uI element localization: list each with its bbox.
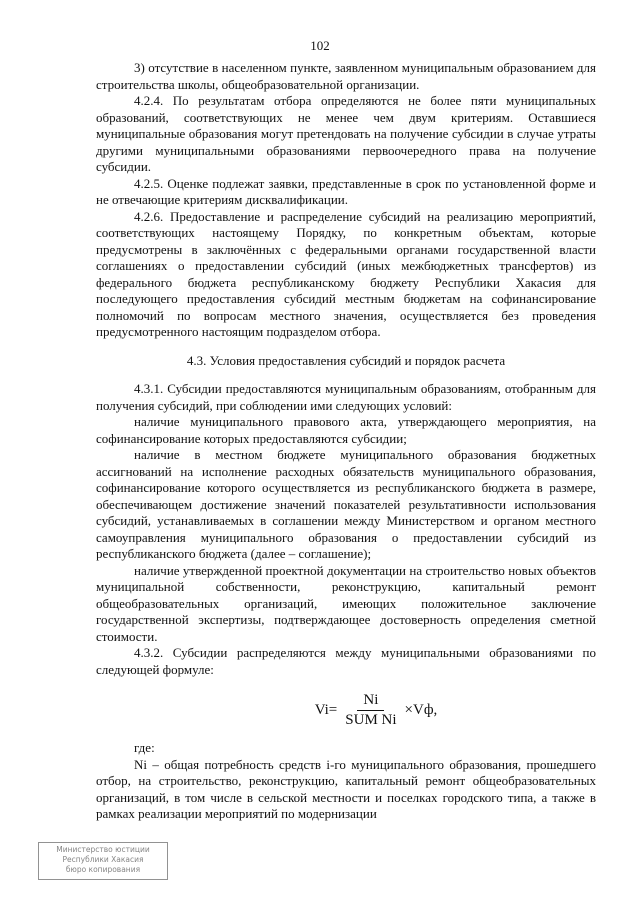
stamp-line-3: бюро копирования [65,865,141,874]
certification-stamp [38,842,168,880]
stamp-line-2: Республики Хакасия [62,855,144,864]
paragraph-4-3-2: 4.3.2. Субсидии распределяются между муниципальными образованиями по следующей формуле: [96,645,596,677]
paragraph-4-2-6: 4.2.6. Предоставление и распределение субсидий на реализацию мероприятий, соответствующих настоящему Порядку, по конкретным объектам, которые предусмотрены в заключённых с федеральными органами государственной власти соглашениях о предоставлении субсидий (иных межбюджетных трансфертов) из федерального бюджета республиканскому бюджету Республики Хакасия для последующего предоставления субсидий местным бюджетам на софинансирование полномочий по вопросам местного значения, осуществляется без проведения предусмотренного настоящим подразделом отбора. [96,208,596,339]
where-label: где: [134,740,155,755]
formula-lhs: Vi= [314,701,338,718]
document-body [96,60,596,823]
formula-numerator: Ni [357,692,384,711]
stamp-line-1: Министерство юстиции [56,845,150,854]
paragraph-4-2-4: 4.2.4. По результатам отбора определяются не более пяти муниципальных образований, соответствующих не менее чем двум критериям. Оставшиеся муниципальные образования могут претендовать на получение субсидии в случае утраты другими муниципальными образованиями первоочередного права на получение субсидии. [96,93,596,174]
paragraph-ni-definition: Ni – общая потребность средств i-го муниципального образования, прошедшего отбор, на строительство, реконструкцию, капитальный ремонт общеобразовательных организаций, в том числе в сельской местности и поселках городского типа, а также в рамках реализации мероприятий по модернизации [96,756,596,821]
paragraph-4-3-1: 4.3.1. Субсидии предоставляются муниципальным образованиям, отобранным для получения субсидий, при соблюдении ими следующих условий: [96,381,596,413]
paragraph-4-2-5: 4.2.5. Оценке подлежат заявки, представленные в срок по установленной форме и не отвечающие критериям дисквалификации. [96,175,596,207]
condition-legal-act: наличие муниципального правового акта, утверждающего мероприятия, на софинансирование которых предоставляются субсидии; [96,414,596,446]
formula-rhs: ×Vф, [404,701,438,718]
formula-denominator: SUM Ni [345,711,397,728]
page-number: 102 [310,38,330,53]
section-heading-4-3: 4.3. Условия предоставления субсидий и порядок расчета [186,352,506,368]
condition-budget-allocations: наличие в местном бюджете муниципального образования бюджетных ассигнований на исполнение расходных обязательств муниципального образования, софинансирование которого осуществляется из республиканского бюджета в размере, обеспечивающем достижение значений показателей результативности использования субсидий, устанавливаемых в соглашении между Министерством и органом местного самоуправления муниципального образования о предоставлении субсидий из республиканского бюджета (далее – соглашение); [96,447,596,561]
paragraph-condition-3: 3) отсутствие в населенном пункте, заявленном муниципальным образованием для строительства школы, общеобразовательной организации. [96,60,596,92]
distribution-formula [96,692,596,728]
condition-project-documentation: наличие утвержденной проектной документации на строительство новых объектов муниципальной собственности, реконструкцию, капитальный ремонт общеобразовательных организаций, имеющих положительное заключение государственной экспертизы, подтверждающее достоверность определения сметной стоимости. [96,562,596,644]
formula-fraction [339,692,402,728]
